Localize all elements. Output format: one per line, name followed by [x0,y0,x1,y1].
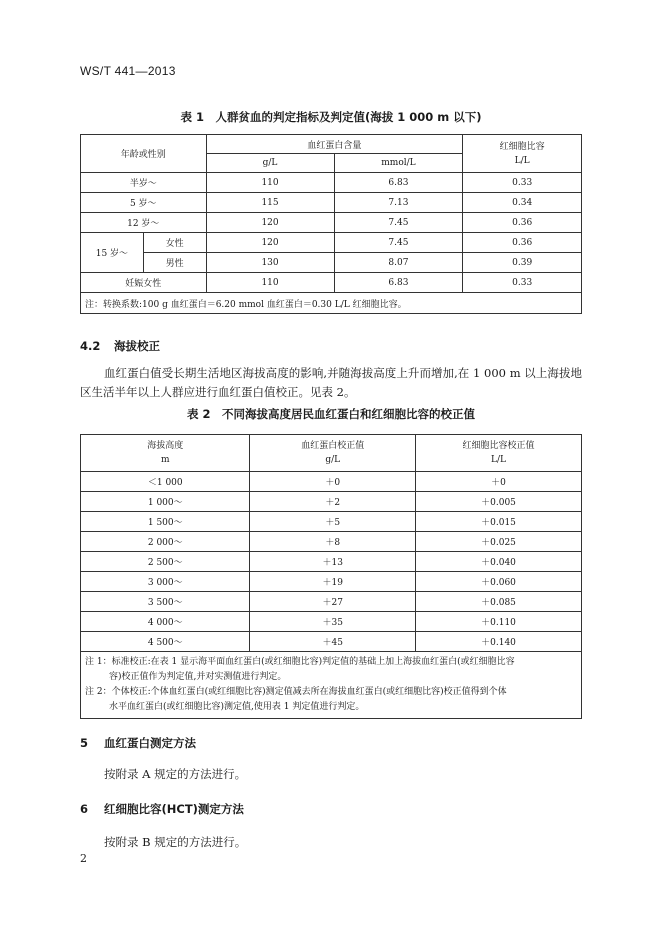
table1-cell-g: 120 [206,213,334,233]
table-row [81,532,582,552]
table1-header-hb-unit-mmol: mmol/L [334,154,463,173]
table1-cell-hct: 0.34 [463,193,582,213]
table2-header-hb-label: 血红蛋白校正值 [301,441,365,451]
table1-cell-g: 110 [206,273,334,293]
table1-caption: 表 1 人群贫血的判定指标及判定值(海拔 1 000 m 以下) [180,110,482,124]
table1-cell-hct: 0.36 [463,233,582,253]
table2-header-hct [416,435,582,472]
table2-cell-hct: ＋0.140 [416,632,582,652]
table2-cell-altitude: 4 000～ [81,612,250,632]
section-number: 5 [80,736,89,750]
table1-cell-mmol: 7.13 [334,193,463,213]
table-row [81,632,582,652]
table1-header-hct [463,135,582,173]
table-row [81,612,582,632]
table2-header-hct-label: 红细胞比容校正值 [462,441,535,451]
table1-cell-g: 120 [206,233,334,253]
table2-cell-altitude: 2 500～ [81,552,250,572]
table2-header-altitude-unit: m [160,455,170,465]
table2-cell-hct: ＋0.060 [416,572,582,592]
table1-note: 注：转换系数:100 g 血红蛋白＝6.20 mmol 血红蛋白＝0.30 L/L 红细胞比容。 [81,293,582,314]
table1-cell-mmol: 6.83 [334,273,463,293]
table2-note1-line1: 注 1：标准校正:在表 1 显示海平面血红蛋白(或红细胞比容)判定值的基础上加上海拔血红蛋白(或红细胞比容 [85,657,515,667]
table1-cell-hct: 0.36 [463,213,582,233]
section-4-2-paragraph: 血红蛋白值受长期生活地区海拔高度的影响,并随海拔高度上升而增加,在 1 000 m 以上海拔地区生活半年以上人群应进行血红蛋白值校正。见表 2。 [80,366,582,399]
table2-cell-hb: ＋0 [250,472,416,492]
section-number: 6 [80,802,89,816]
table2-note2-line1: 注 2：个体校正:个体血红蛋白(或红细胞比容)测定值减去所在海拔血红蛋白(或红细胞比容)校正值得到个体 [85,687,507,697]
table2-cell-hct: ＋0.025 [416,532,582,552]
table2-cell-hct: ＋0 [416,472,582,492]
table-row [81,193,582,213]
table2-note2-line2: 水平血红蛋白(或红细胞比容)测定值,使用表 1 判定值进行判定。 [109,702,365,712]
table1-row-group: 15 岁～ [81,233,144,273]
table2-notes [81,652,582,719]
table-row [81,572,582,592]
table2-cell-hb: ＋2 [250,492,416,512]
section-6-heading [80,801,244,817]
table2-header-altitude [81,435,250,472]
table2 [80,434,582,719]
table2-cell-hct: ＋0.110 [416,612,582,632]
table2-cell-hb: ＋19 [250,572,416,592]
table1-cell-g: 115 [206,193,334,213]
table-row [81,213,582,233]
table2-header-hb-unit: g/L [325,455,341,465]
table2-header-hct-unit: L/L [491,455,507,465]
table-row [81,233,582,253]
section-title: 海拔校正 [114,339,160,353]
table1-cell-mmol: 6.83 [334,173,463,193]
table1-cell-hct: 0.33 [463,273,582,293]
table1-header-hct-label: 红细胞比容 [499,141,545,152]
table1-cell-hct: 0.33 [463,173,582,193]
standard-code: WS/T 441—2013 [80,64,176,78]
table2-cell-hb: ＋8 [250,532,416,552]
table2-cell-hb: ＋5 [250,512,416,532]
table2-cell-altitude: 3 000～ [81,572,250,592]
table1-header-hb-unit-gl: g/L [206,154,334,173]
table2-cell-hct: ＋0.015 [416,512,582,532]
table2-cell-altitude: 3 500～ [81,592,250,612]
table1-cell-mmol: 7.45 [334,233,463,253]
section-5-paragraph: 按附录 A 规定的方法进行。 [104,767,247,781]
page-number: 2 [80,852,87,865]
table2-cell-hb: ＋27 [250,592,416,612]
table1-header-hemoglobin: 血红蛋白含量 [206,135,463,154]
table1-row-label: 男性 [143,253,206,273]
section-number: 4.2 [80,339,101,353]
table1-row-label: 女性 [143,233,206,253]
table-row [81,173,582,193]
table2-caption: 表 2 不同海拔高度居民血红蛋白和红细胞比容的校正值 [186,407,475,421]
table2-header-hb [250,435,416,472]
table1-cell-g: 110 [206,173,334,193]
table2-cell-hb: ＋45 [250,632,416,652]
table2-cell-hb: ＋13 [250,552,416,572]
table1-cell-mmol: 7.45 [334,213,463,233]
table1-row-label: 妊娠女性 [81,273,207,293]
table1-row-label: 半岁～ [81,173,207,193]
table1-header-hct-unit: L/L [514,155,530,166]
table1-header-age-sex: 年龄或性别 [81,135,207,173]
table1 [80,134,582,314]
table1-row-label: 5 岁～ [81,193,207,213]
table-row [81,253,582,273]
table2-cell-hct: ＋0.085 [416,592,582,612]
table2-header-altitude-label: 海拔高度 [147,441,184,451]
table2-cell-hct: ＋0.040 [416,552,582,572]
table2-cell-altitude: 4 500～ [81,632,250,652]
table1-cell-g: 130 [206,253,334,273]
table2-cell-altitude: ＜1 000 [81,472,250,492]
table-row [81,492,582,512]
table-row [81,512,582,532]
table2-cell-hb: ＋35 [250,612,416,632]
table2-cell-hct: ＋0.005 [416,492,582,512]
table2-cell-altitude: 1 000～ [81,492,250,512]
table-row [81,552,582,572]
table1-cell-mmol: 8.07 [334,253,463,273]
table1-row-label: 12 岁～ [81,213,207,233]
section-title: 红细胞比容(HCT)测定方法 [104,802,244,816]
table-row [81,472,582,492]
section-6-paragraph: 按附录 B 规定的方法进行。 [104,835,247,849]
section-5-heading [80,735,196,751]
table-row [81,592,582,612]
table-row [81,273,582,293]
section-title: 血红蛋白测定方法 [104,736,196,750]
table1-cell-hct: 0.39 [463,253,582,273]
table2-cell-altitude: 1 500～ [81,512,250,532]
section-4-2-heading [80,338,160,354]
table2-cell-altitude: 2 000～ [81,532,250,552]
table2-note1-line2: 容)校正值作为判定值,并对实测值进行判定。 [109,672,287,682]
